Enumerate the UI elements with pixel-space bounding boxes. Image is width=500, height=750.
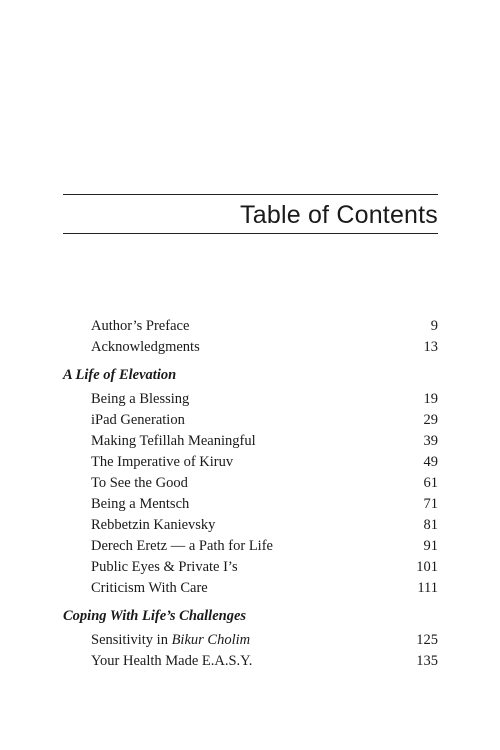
toc-entry[interactable] xyxy=(0,536,500,557)
entry-page-number: 19 xyxy=(423,391,438,407)
entry-page-number: 81 xyxy=(423,517,438,533)
entry-title: The Imperative of Kiruv xyxy=(91,454,234,470)
entry-page-number: 101 xyxy=(416,559,438,575)
toc-entry[interactable] xyxy=(0,515,500,536)
entry-title: Public Eyes & Private I’s xyxy=(91,559,238,575)
entry-title: Being a Blessing xyxy=(91,391,190,407)
toc-entry[interactable] xyxy=(0,557,500,578)
entry-title: Your Health Made E.A.S.Y. xyxy=(91,653,253,669)
entry-page-number: 39 xyxy=(423,433,438,449)
page-title: Table of Contents xyxy=(240,201,438,229)
entry-title: Rebbetzin Kanievsky xyxy=(91,517,216,533)
toc-entry[interactable] xyxy=(0,578,500,599)
entry-title: Making Tefillah Meaningful xyxy=(91,433,256,449)
entry-page-number: 29 xyxy=(423,412,438,428)
entry-title: Criticism With Care xyxy=(91,580,208,596)
toc-entry[interactable] xyxy=(0,630,500,651)
entry-page-number: 135 xyxy=(416,653,438,669)
toc-entry-acknowledgments[interactable] xyxy=(0,337,500,358)
entry-page-number: 91 xyxy=(423,538,438,554)
section-heading-coping-with-challenges xyxy=(0,606,500,627)
toc-entry[interactable] xyxy=(0,494,500,515)
entry-title: iPad Generation xyxy=(91,412,185,428)
entry-page-number: 71 xyxy=(423,496,438,512)
entry-title-prefix: Sensitivity in xyxy=(91,632,172,648)
entry-page-number: 49 xyxy=(423,454,438,470)
entry-title xyxy=(91,630,250,651)
entry-page-number: 61 xyxy=(423,475,438,491)
toc-entry[interactable] xyxy=(0,431,500,452)
section-title: Coping With Life’s Challenges xyxy=(63,608,247,624)
toc-entry[interactable] xyxy=(0,410,500,431)
entry-page-number: 9 xyxy=(430,318,438,334)
toc-entry-authors-preface[interactable] xyxy=(0,316,500,337)
toc-entry[interactable] xyxy=(0,473,500,494)
section-heading-life-of-elevation xyxy=(0,365,500,386)
entry-title: To See the Good xyxy=(91,475,188,491)
entry-title: Being a Mentsch xyxy=(91,496,190,512)
title-rule-bottom xyxy=(63,233,438,234)
entry-page-number: 13 xyxy=(423,339,438,355)
toc-entry[interactable] xyxy=(0,651,500,672)
toc-entry[interactable] xyxy=(0,389,500,410)
entry-title: Derech Eretz — a Path for Life xyxy=(91,538,273,554)
entry-title: Acknowledgments xyxy=(91,339,200,355)
entry-title-italic: Bikur Cholim xyxy=(171,632,251,648)
entry-page-number: 125 xyxy=(416,632,438,648)
entry-title: Author’s Preface xyxy=(91,318,190,334)
section-title: A Life of Elevation xyxy=(63,367,177,383)
toc-entry[interactable] xyxy=(0,452,500,473)
title-rule-top xyxy=(63,194,438,195)
entry-page-number: 111 xyxy=(417,580,438,596)
